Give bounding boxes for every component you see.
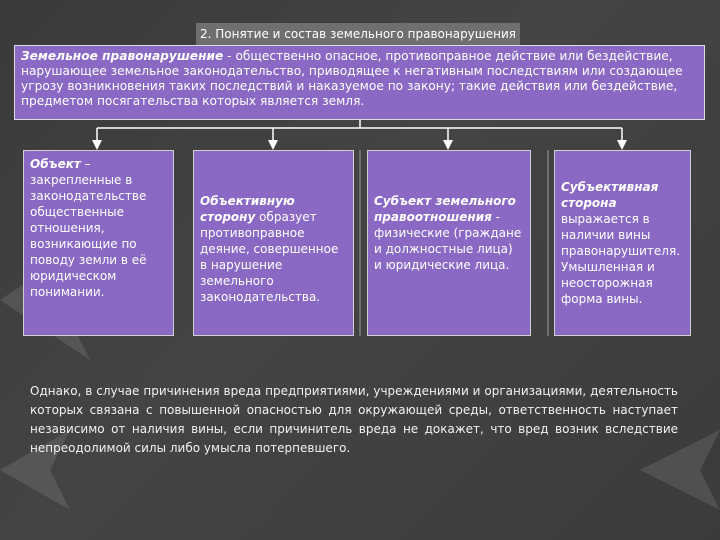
subject-text: - физические (граждане и должностные лица) и юридические лица. [374, 210, 522, 272]
object-head: Объект [30, 157, 81, 171]
footnote-text: Однако, в случае причинения вреда предприятиями, учреждениями и организациями, деятельность которых связана с повышенной опасностью для окружающей среды, ответственность наступает независимо от наличия вины, если причинитель вреда не докажет, что вред возник вследствие непреодолимой силы либо умысла потерпевшего. [30, 384, 678, 455]
subjective-side-text: выражается в наличии вины правонарушителя. Умышленная и неосторожная форма вины. [561, 212, 681, 306]
definition-term: Земельное правонарушение [21, 49, 224, 63]
subjective-side-box [554, 150, 691, 336]
subject-box [367, 150, 531, 336]
objective-side-box [193, 150, 354, 336]
slide-title: 2. Понятие и состав земельного правонарушения [196, 23, 520, 45]
subject-head: Субъект земельного правоотношения [374, 194, 516, 224]
object-text: – закрепленные в законодательстве общественные отношения, возникающие по поводу земли в её юридическом понимании. [30, 157, 147, 299]
subjective-side-head: Субъективная сторона [561, 180, 659, 210]
object-box [23, 150, 174, 336]
definition-text: - общественно опасное, противоправное действие или бездействие, нарушающее земельное законодательство, приводящее к негативным последствиям или создающее угрозу возникновения таких последствий и наказуемое по закону; такие действия или бездействие, предметом посягательства которых является земля. [21, 49, 683, 108]
objective-side-text: образует противоправное деяние, совершенное в нарушение земельного законодательства. [200, 210, 339, 304]
objective-side-head: Объективную сторону [200, 194, 295, 224]
